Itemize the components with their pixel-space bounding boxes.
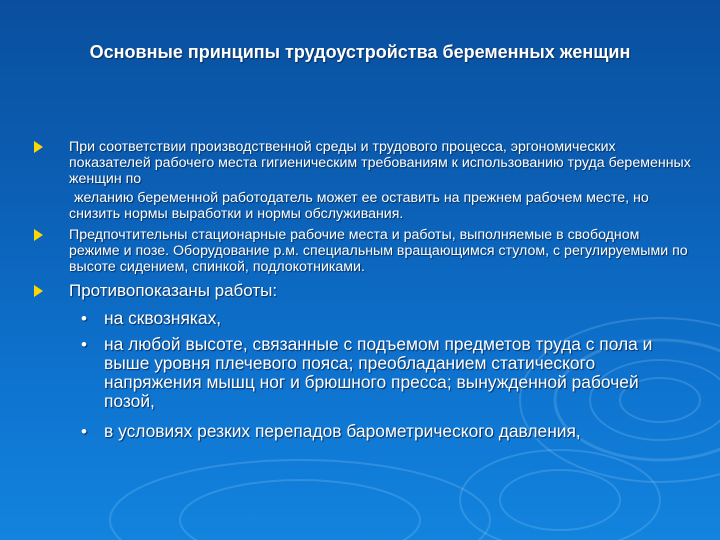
dot-bullet-icon: • [81,334,87,354]
dot-bullet-icon: • [81,421,87,441]
arrow-bullet-icon [34,285,43,297]
paragraph-text: желанию беременной работодатель может ее оставить на прежнем рабочем месте, но снизить нормы выработки и нормы обслуживания. [69,189,649,222]
paragraph-text: Предпочтительны стационарные рабочие места и работы, выполняемые в свободном режиме и позе. Оборудование р.м. специальным вращающимся стулом, с регулируемыми по высоте сидением, спинкой, подлокотниками. [69,227,688,276]
paragraph-continuation [34,190,694,222]
arrow-bullet-icon [34,229,43,241]
slide-title: Основные принципы трудоустройства беременных женщин [89,42,631,62]
paragraph-text: Противопоказаны работы: [69,280,278,300]
list-item [34,309,694,328]
arrow-bullet-icon [34,141,43,153]
paragraph-text: При соответствии производственной среды и трудового процесса, эргономических показателей рабочего места гигиеническим требованиям к использованию труда беременных женщин по [69,139,691,188]
paragraph-workplaces [34,227,694,276]
list-item [34,422,694,441]
paragraph-conditions [34,139,694,188]
paragraph-contraindications [34,281,694,301]
list-item-text: в условиях резких перепадов барометрического давления, [104,420,581,441]
list-item-text: на любой высоте, связанные с подъемом предметов труда с пола и выше уровня плечевого пояса; преобладанием статического напряжения мышц ног и брюшного пресса; вынужденной рабочей позой, [104,333,653,411]
slide-content [34,139,694,441]
list-item [34,335,694,411]
dot-bullet-icon: • [81,308,87,328]
list-item-text: на сквозняках, [104,307,222,328]
